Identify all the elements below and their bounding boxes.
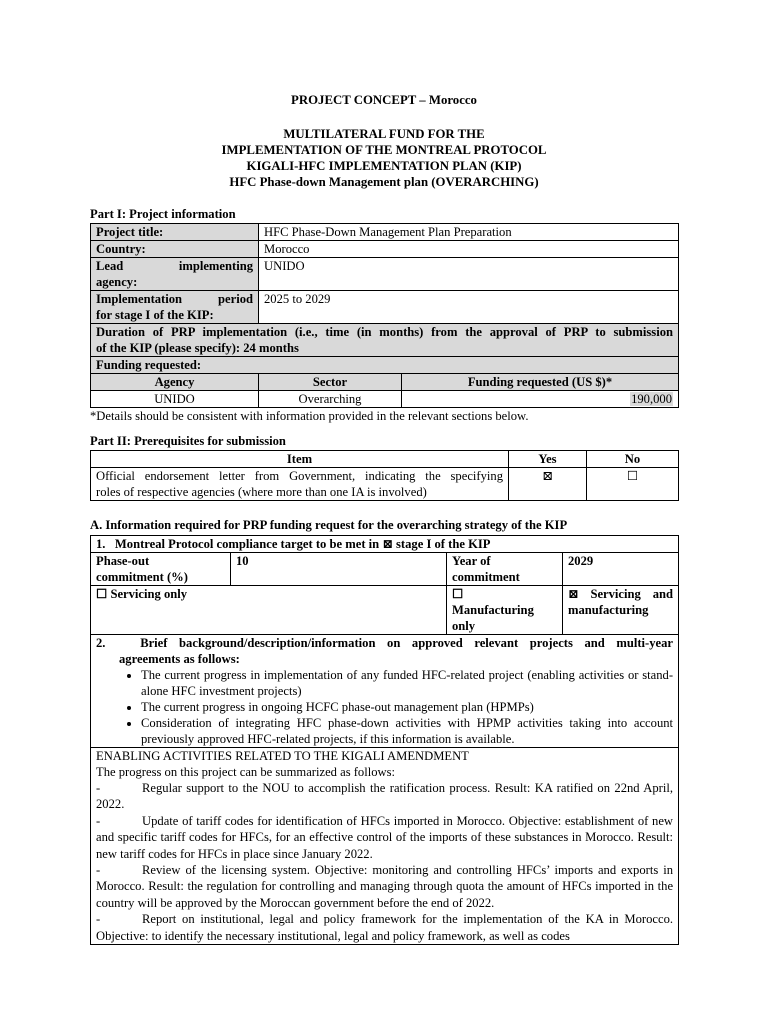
- table-row: [91, 586, 679, 635]
- subtitle-line-1: MULTILATERAL FUND FOR THE: [283, 127, 485, 141]
- funding-header: Funding requested (US $)*: [402, 374, 679, 391]
- table-row: [91, 291, 679, 324]
- project-title-value: HFC Phase-Down Management Plan Preparation: [259, 224, 679, 241]
- lead-agency-value: UNIDO: [259, 258, 679, 291]
- part1-label: Part I: Project information: [90, 207, 236, 221]
- agency-value: UNIDO: [91, 391, 259, 408]
- item-header: Item: [91, 451, 509, 468]
- servicing-manufacturing-option[interactable]: ⊠ Servicing and manufacturing: [563, 586, 679, 635]
- section-a-table: [90, 535, 679, 945]
- progress-intro: The progress on this project can be summarized as follows:: [96, 765, 396, 779]
- table-row: [91, 391, 679, 408]
- sector-header: Sector: [259, 374, 402, 391]
- enabling-title: ENABLING ACTIVITIES RELATED TO THE KIGALI AMENDMENT: [96, 749, 469, 763]
- no-header: No: [587, 451, 679, 468]
- table-row: [91, 357, 679, 374]
- background-cell: 2. Brief background/description/information on approved relevant projects and multi-year agreements as follows: • The current progress in implementation of any funded HFC-related project (enabling activities or stand-alone HFC investment projects) • The current progress in ongoing HCFC phase-out management plan (HPMPs) • Consideration of integrating HFC phase-down activities with HPMP activities taking into account previously approved HFC-related projects, if this information is available.: [91, 635, 679, 748]
- subtitle-line-3: KIGALI-HFC IMPLEMENTATION PLAN (KIP): [246, 159, 522, 173]
- compliance-target-title: 1. Montreal Protocol compliance target to be met in ⊠ stage I of the KIP: [91, 536, 679, 553]
- table-row: [91, 374, 679, 391]
- list-item: • Consideration of integrating HFC phase-down activities with HPMP activities taking into account previously approved HFC-related projects, if this information is available.: [141, 715, 673, 747]
- table-row: [91, 224, 679, 241]
- no-checkbox[interactable]: ☐: [587, 468, 679, 501]
- table-row: [91, 748, 679, 945]
- country-label: Country:: [91, 241, 259, 258]
- phaseout-label: Phase-out commitment (%): [91, 553, 231, 586]
- country-value: Morocco: [259, 241, 679, 258]
- sector-value: Overarching: [259, 391, 402, 408]
- project-title-label: Project title:: [91, 224, 259, 241]
- year-value: 2029: [563, 553, 679, 586]
- subtitle-line-4: HFC Phase-down Management plan (OVERARCHING): [229, 175, 539, 189]
- implementation-period-value: 2025 to 2029: [259, 291, 679, 324]
- endorsement-item: Official endorsement letter from Government, indicating the specifying roles of respective agencies (where more than one IA is involved): [91, 468, 509, 501]
- implementation-period-label: Implementation period for stage I of the KIP:: [91, 291, 259, 324]
- table-row: [91, 536, 679, 553]
- phaseout-value: 10: [231, 553, 447, 586]
- table-row: [91, 324, 679, 357]
- duration-cell: Duration of PRP implementation (i.e., time (in months) from the approval of PRP to submission of the KIP (please specify): 24 months: [91, 324, 679, 357]
- year-label: Year of commitment: [447, 553, 563, 586]
- list-item: • The current progress in ongoing HCFC phase-out management plan (HPMPs): [141, 699, 673, 715]
- list-item: - Regular support to the NOU to accomplish the ratification process. Result: KA ratified on 22nd April, 2022.: [96, 781, 674, 812]
- table-row: [91, 241, 679, 258]
- project-info-table: [90, 223, 679, 408]
- list-item: • The current progress in implementation of any funded HFC-related project (enabling activities or stand-alone HFC investment projects): [141, 667, 673, 699]
- list-item: - Update of tariff codes for identification of HFCs imported in Morocco. Objective: establishment of new and specific tariff codes for HFCs, for an effective control of the imports of these substances in Morocco. Result: new tariff codes for HFCs in place since January 2022.: [96, 813, 674, 861]
- details-note: *Details should be consistent with information provided in the relevant sections below.: [90, 409, 529, 423]
- table-row: [91, 635, 679, 748]
- enabling-activities-cell: [91, 748, 679, 945]
- manufacturing-only-option[interactable]: ☐ Manufacturing only: [447, 586, 563, 635]
- table-row: [91, 258, 679, 291]
- funding-amount: 190,000: [402, 391, 679, 408]
- document-title: PROJECT CONCEPT – Morocco: [291, 93, 477, 107]
- funding-requested-label: Funding requested:: [91, 357, 679, 374]
- servicing-only-option[interactable]: ☐ Servicing only: [91, 586, 447, 635]
- yes-header: Yes: [509, 451, 587, 468]
- document-subtitle: [90, 126, 678, 190]
- list-item: - Review of the licensing system. Objective: monitoring and controlling HFCs’ imports and exports in Morocco. Result: the regulation for controlling and managing through quota the amount of HFCs imported in the country will be approved by the Moroccan government before the end of 2022.: [96, 863, 674, 910]
- lead-agency-label: Lead implementing agency:: [91, 258, 259, 291]
- agency-header: Agency: [91, 374, 259, 391]
- yes-checkbox[interactable]: ⊠: [509, 468, 587, 501]
- table-row: [91, 451, 679, 468]
- list-item: - Report on institutional, legal and policy framework for the implementation of the KA in Morocco. Objective: to identify the necessary institutional, legal and policy framework, as well as codes: [96, 912, 674, 943]
- prerequisites-table: [90, 450, 679, 501]
- table-row: [91, 553, 679, 586]
- part2-label: Part II: Prerequisites for submission: [90, 434, 286, 448]
- table-row: [91, 468, 679, 501]
- sectionA-label: A. Information required for PRP funding request for the overarching strategy of the KIP: [90, 518, 568, 532]
- subtitle-line-2: IMPLEMENTATION OF THE MONTREAL PROTOCOL: [221, 143, 547, 157]
- background-bullets: [96, 667, 673, 747]
